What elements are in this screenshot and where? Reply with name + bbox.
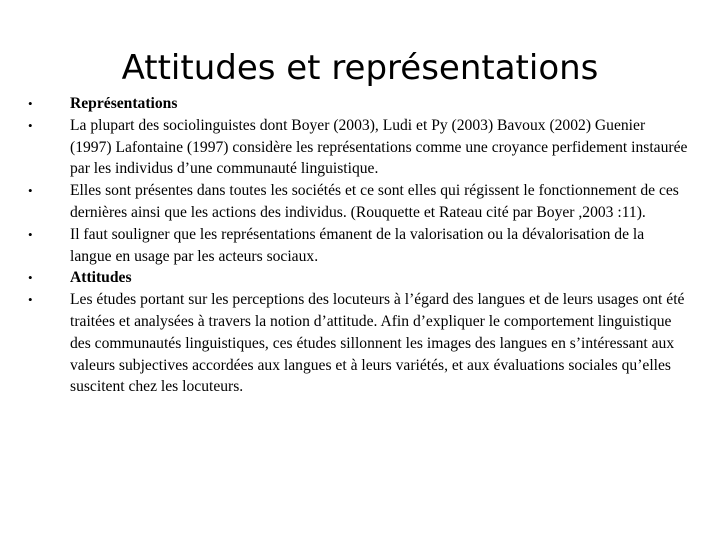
slide-title: Attitudes et représentations [121,48,599,88]
bullet-icon: • [28,226,33,242]
list-item-representations [28,93,688,115]
bullet-icon: • [28,270,33,286]
heading-representations: Représentations [70,95,178,112]
paragraph-text: La plupart des sociolinguistes dont Boyer (2003), Ludi et Py (2003) Bavoux (2002) Guenier (1997) Lafontaine (1997) considère les représentations comme une croyance perfidement instaurée par les individus d’une communauté linguistique. [70,116,688,178]
bullet-icon: • [28,117,33,133]
list-item [28,115,688,180]
list-item-attitudes [28,267,688,289]
bullet-icon: • [28,183,33,199]
list-item [28,289,688,398]
heading-attitudes: Attitudes [70,269,132,287]
bullet-icon: • [28,292,33,308]
bullet-icon: • [28,96,33,111]
list-item [28,180,688,224]
paragraph-text: Il faut souligner que les représentations émanent de la valorisation ou la dévalorisation de la langue en usage par les acteurs sociaux. [70,225,645,265]
paragraph-text: Elles sont présentes dans toutes les sociétés et ce sont elles qui régissent le fonctionnement de ces dernières ainsi que les actions des individus. (Rouquette et Rateau cité par Boyer ,2003 :11). [70,182,679,221]
paragraph-text: Les études portant sur les perceptions des locuteurs à l’égard des langues et de leurs usages ont été traitées et analysées à travers la notion d’attitude. Afin d’expliquer le comportement linguistique des communautés linguistiques, ces études sillonnent les images des langues en s’intéressant aux valeurs subjectives accordées aux langues et à leurs variétés, et aux évaluations sociales qu’elles suscitent chez les locuteurs. [70,291,685,396]
bullet-list [28,93,688,398]
list-item [28,224,688,268]
